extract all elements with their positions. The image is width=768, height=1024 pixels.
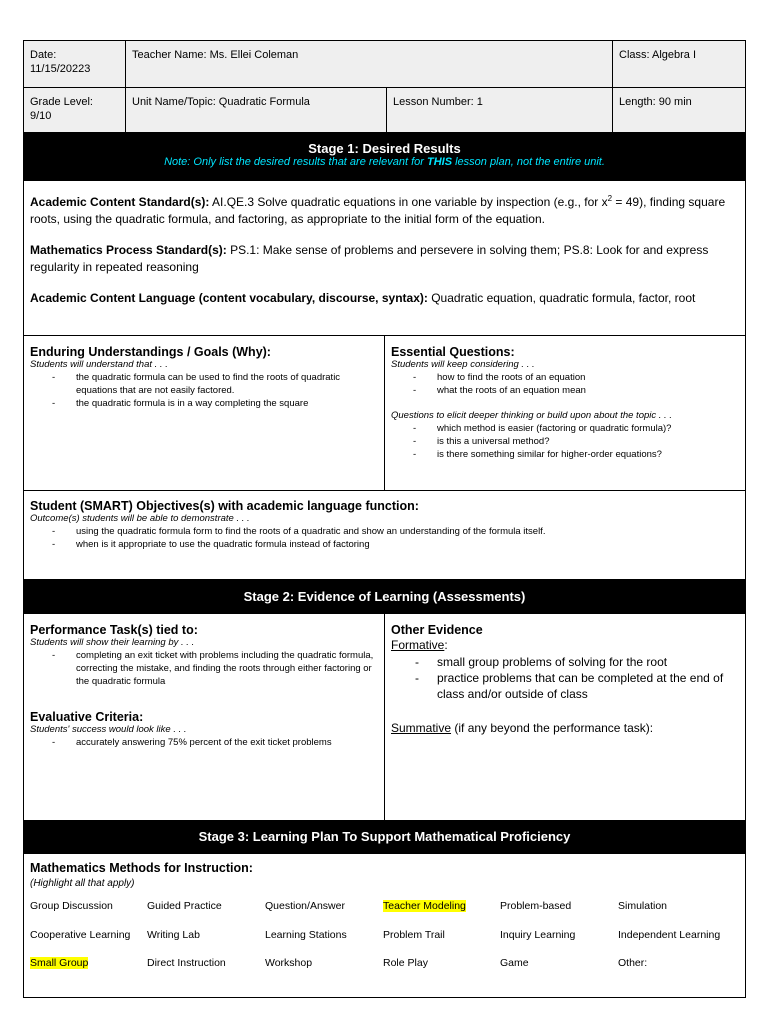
enduring-title: Enduring Understandings / Goals (Why):: [30, 345, 271, 359]
evaluative-intro: Students' success would look like . . .: [30, 724, 187, 735]
list-item: - when is it appropriate to use the quadratic formula instead of factoring: [30, 538, 739, 551]
list-item: - small group problems of solving for the root: [391, 654, 741, 670]
smart-title: Student (SMART) Objectives(s) with academic language function:: [30, 499, 419, 513]
stage1-banner: [24, 132, 745, 181]
lesson-cell: [386, 88, 612, 132]
smart-list: [30, 525, 739, 551]
evaluative-title: Evaluative Criteria:: [30, 710, 144, 724]
class-cell: [612, 41, 747, 87]
method-option: Inquiry Learning: [500, 929, 576, 941]
summative-label: Summative (if any beyond the performance task):: [391, 721, 654, 735]
date-cell: [24, 41, 125, 87]
formative-list: [391, 654, 741, 702]
performance-title: Performance Task(s) tied to:: [30, 623, 198, 637]
lesson-plan-page: [23, 40, 746, 998]
smart-intro: Outcome(s) students will be able to demonstrate . . .: [30, 513, 250, 524]
grade-label: Grade Level:: [30, 96, 93, 108]
method-option: Direct Instruction: [147, 957, 226, 969]
essential-questions: [384, 336, 747, 490]
method-option: Learning Stations: [265, 929, 347, 941]
stage1-note: Note: Only list the desired results that are relevant for THIS lesson plan, not the entire unit.: [164, 156, 605, 168]
method-option: Writing Lab: [147, 929, 200, 941]
list-item: - using the quadratic formula form to find the roots of a quadratic and show an understanding of the formula itself.: [30, 525, 739, 538]
method-option: Small Group: [30, 957, 89, 969]
methods-note: (Highlight all that apply): [30, 878, 135, 889]
length-cell: [612, 88, 747, 132]
lesson-length: Length: 90 min: [619, 96, 692, 108]
math-process-standard: Mathematics Process Standard(s): PS.1: Make sense of problems and persevere in solving them; PS.8: Look for and express regularity in repeated reasoning: [30, 243, 709, 274]
method-option: Simulation: [618, 900, 668, 912]
teacher-cell: [125, 41, 612, 87]
enduring-list: [30, 371, 378, 410]
unit-topic: Unit Name/Topic: Quadratic Formula: [132, 96, 310, 108]
essential-intro-2: Questions to elicit deeper thinking or build upon about the topic . . .: [391, 410, 672, 421]
formative-label: Formative:: [391, 638, 448, 652]
enduring-understandings: [24, 336, 384, 490]
list-item: - the quadratic formula can be used to find the roots of quadratic equations that are not easily factored.: [30, 371, 378, 397]
list-item: - how to find the roots of an equation: [391, 371, 741, 384]
date-value: 11/15/20223: [30, 63, 91, 75]
stage2-banner: [24, 579, 745, 614]
lesson-number: Lesson Number: 1: [393, 96, 483, 108]
assessments-row: [24, 614, 745, 820]
method-option: Other:: [618, 957, 648, 969]
method-option: Question/Answer: [265, 900, 345, 912]
list-item: - the quadratic formula is in a way completing the square: [30, 397, 378, 410]
method-option: Cooperative Learning: [30, 929, 131, 941]
method-option: Group Discussion: [30, 900, 113, 912]
list-item: - is there something similar for higher-order equations?: [391, 448, 741, 461]
list-item: - completing an exit ticket with problems including the quadratic formula, correcting the mistake, and finding the roots through either factoring or the quadratic formula: [30, 649, 378, 688]
list-item: - which method is easier (factoring or quadratic formula)?: [391, 422, 741, 435]
smart-objectives: [24, 490, 745, 579]
unit-cell: [125, 88, 386, 132]
essential-list: [391, 371, 741, 397]
list-item: - practice problems that can be completed at the end of class and/or outside of class: [391, 670, 741, 702]
stage3-title: Stage 3: Learning Plan To Support Mathematical Proficiency: [198, 829, 571, 844]
academic-content-language: Academic Content Language (content vocabulary, discourse, syntax): Quadratic equation, quadratic formula, factor, root: [30, 291, 696, 305]
essential-title: Essential Questions:: [391, 345, 515, 359]
enduring-intro: Students will understand that . . .: [30, 359, 168, 370]
class-name: Class: Algebra I: [619, 49, 697, 61]
list-item: - is this a universal method?: [391, 435, 741, 448]
essential-intro: Students will keep considering . . .: [391, 359, 535, 370]
standards-section: [24, 181, 745, 335]
evaluative-list: [30, 736, 378, 749]
methods-section: [24, 854, 745, 997]
stage3-banner: [24, 820, 745, 854]
other-evidence-title: Other Evidence: [391, 623, 483, 637]
method-option: Problem-based: [500, 900, 572, 912]
grade-cell: [24, 88, 125, 132]
stage2-title: Stage 2: Evidence of Learning (Assessments): [243, 589, 526, 604]
stage1-title: Stage 1: Desired Results: [308, 141, 461, 156]
essential-list-2: [391, 422, 741, 461]
date-label: Date:: [30, 49, 57, 61]
methods-title: Mathematics Methods for Instruction:: [30, 861, 253, 875]
other-evidence: [384, 614, 747, 820]
method-option: Role Play: [383, 957, 428, 969]
header-row-2: [24, 87, 745, 132]
understandings-row: [24, 335, 745, 490]
method-option: Workshop: [265, 957, 313, 969]
method-option: Independent Learning: [618, 929, 721, 941]
method-option: Problem Trail: [383, 929, 445, 941]
header-row-1: [24, 41, 745, 87]
method-option: Guided Practice: [147, 900, 222, 912]
list-item: - what the roots of an equation mean: [391, 384, 741, 397]
performance-intro: Students will show their learning by . . .: [30, 637, 195, 648]
method-option: Teacher Modeling: [383, 900, 466, 912]
academic-content-standard: Academic Content Standard(s): AI.QE.3 Solve quadratic equations in one variable by inspection (e.g., for $x^2 = 49$), finding square roots, using the quadratic formula, and factoring, as appropriate to the initial form of the equation.: [30, 194, 726, 226]
grade-value: 9/10: [30, 110, 52, 122]
method-option: Game: [500, 957, 529, 969]
performance-list: [30, 649, 378, 688]
teacher-name: Teacher Name: Ms. Ellei Coleman: [132, 49, 299, 61]
list-item: - accurately answering 75% percent of the exit ticket problems: [30, 736, 378, 749]
performance-tasks: [24, 614, 384, 820]
